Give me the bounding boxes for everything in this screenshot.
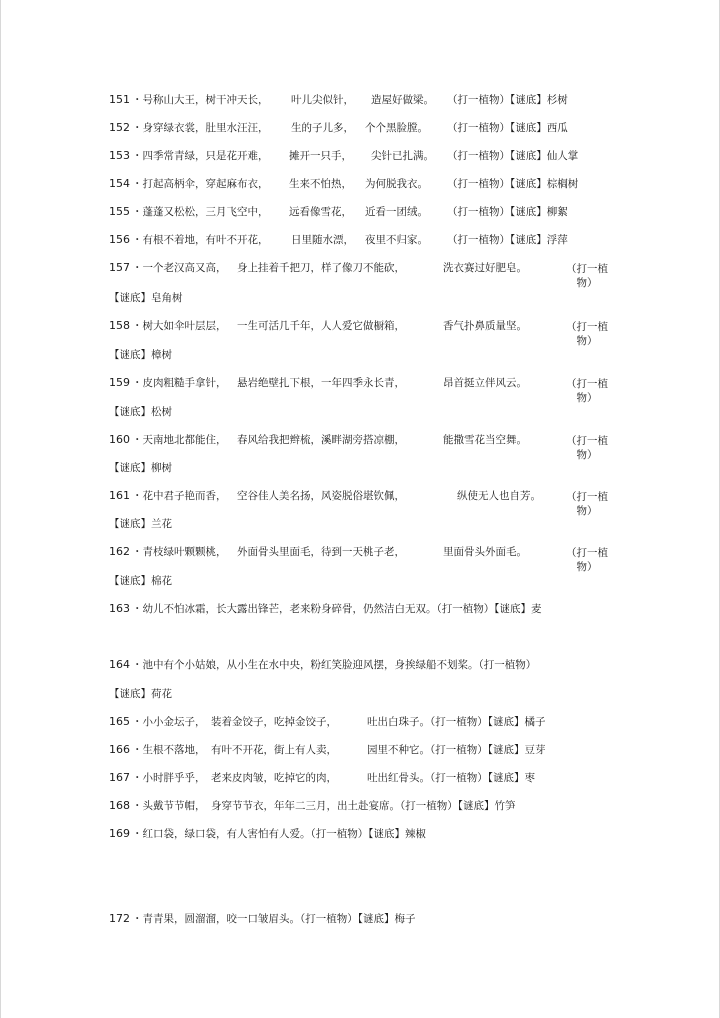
- riddle-number: 164: [109, 658, 130, 671]
- riddle-line-c: 尖针已扎满。: [371, 150, 434, 162]
- riddle-line-c: 纵使无人也自芳。: [457, 490, 541, 502]
- riddle-category: （打一植 物）: [566, 435, 608, 461]
- riddle-number: 169: [109, 827, 130, 840]
- riddle-line-b: 悬岩绝壁扎下根，一年四季永长青，: [237, 377, 405, 389]
- riddle-line-c: 吐出白珠子。（打一植物）【谜底】橘子: [367, 716, 546, 728]
- riddle-line-b: 远看像雪花，: [289, 206, 352, 218]
- riddle-156: [109, 230, 609, 250]
- riddle-number: 172: [109, 912, 130, 925]
- riddle-line-c: 昂首挺立伴风云。: [443, 377, 527, 389]
- riddle-line-b: 老来皮肉皱，吃掉它的肉，: [211, 772, 337, 784]
- riddle-category: （打一植 物）: [566, 321, 608, 347]
- riddle-answer: （打一植物）【谜底】杉树: [447, 94, 568, 106]
- riddle-line-a: ・皮肉粗糙手拿针，: [132, 377, 227, 389]
- riddle-category: （打一植 物）: [566, 547, 608, 573]
- riddle-line-c: 近看一团绒。: [365, 206, 428, 218]
- riddle-162-answer: 【谜底】棉花: [109, 575, 172, 587]
- riddle-line-c: 园里不种它。（打一植物）【谜底】豆芽: [367, 744, 546, 756]
- riddle-line-a: ・有根不着地，有叶不开花，: [132, 234, 269, 246]
- riddle-line-b: 装着金饺子，吃掉金饺子，: [211, 716, 337, 728]
- riddle-157-answer: 【谜底】皂角树: [109, 292, 183, 304]
- riddle-number: 162: [109, 545, 130, 558]
- riddle-line-a: ・头戴节节帽，: [132, 800, 206, 812]
- riddle-155: [109, 202, 609, 222]
- riddle-line-a: ・生根不落地，: [132, 744, 206, 756]
- riddle-number: 155: [109, 205, 130, 218]
- riddle-line-c: 夜里不归家。: [365, 234, 428, 246]
- riddle-category: （打一植 物）: [566, 263, 608, 289]
- riddle-line-b: 空谷佳人美名扬，风姿脱俗堪钦佩，: [237, 490, 405, 502]
- riddle-158-answer: 【谜底】樟树: [109, 349, 172, 361]
- riddle-number: 156: [109, 233, 130, 246]
- riddle-152: [109, 118, 609, 138]
- riddle-line-a: ・一个老汉高又高，: [132, 262, 227, 274]
- riddle-answer: （打一植物）【谜底】仙人掌: [447, 150, 579, 162]
- riddle-line-c: 能撒雪花当空舞。: [443, 434, 527, 446]
- riddle-line-b: 叶儿尖似针，: [291, 94, 354, 106]
- riddle-line-b: 春风给我把辫梳，溪畔湖旁搭凉棚，: [237, 434, 405, 446]
- riddle-number: 154: [109, 177, 130, 190]
- riddle-165: [109, 712, 609, 732]
- riddle-number: 153: [109, 149, 130, 162]
- riddle-line-b: 外面骨头里面毛，待到一天桃子老，: [237, 546, 405, 558]
- riddle-164-answer: 【谜底】荷花: [109, 688, 172, 700]
- riddle-number: 165: [109, 715, 130, 728]
- riddle-category: （打一植 物）: [566, 491, 608, 517]
- riddle-158: [109, 316, 609, 347]
- riddle-number: 166: [109, 743, 130, 756]
- riddle-line-a: ・青枝绿叶颗颗桃，: [132, 546, 227, 558]
- riddle-line-a: ・蓬蓬又松松，三月飞空中，: [132, 206, 269, 218]
- riddle-164: [109, 655, 536, 675]
- riddle-167: [109, 768, 609, 788]
- riddle-151: [109, 90, 609, 110]
- riddle-category: （打一植 物）: [566, 378, 608, 404]
- riddle-number: 157: [109, 261, 130, 274]
- riddle-line-b: 日里随水漂，: [291, 234, 354, 246]
- riddle-line-a: ・四季常青绿，只是花开难，: [132, 150, 269, 162]
- riddle-number: 158: [109, 319, 130, 332]
- riddle-162: [109, 542, 609, 573]
- riddle-157: [109, 258, 609, 289]
- riddle-160-answer: 【谜底】柳树: [109, 462, 172, 474]
- riddle-line-a: ・天南地北都能住，: [132, 434, 227, 446]
- riddle-159: [109, 373, 609, 404]
- riddle-number: 160: [109, 433, 130, 446]
- riddle-text: ・池中有个小姑娘，从小生在水中央，粉红笑脸迎风摆，身挨绿船不划桨。（打一植物）: [132, 659, 537, 671]
- riddle-line-b: 有叶不开花，街上有人卖，: [211, 744, 337, 756]
- riddle-line-a: ・身穿绿衣裳，肚里水汪汪，: [132, 122, 269, 134]
- riddle-line-a: ・树大如伞叶层层，: [132, 320, 227, 332]
- riddle-line-b: 一生可活几千年，人人爱它做橱箱，: [237, 320, 405, 332]
- riddle-159-answer: 【谜底】松树: [109, 406, 172, 418]
- riddle-154: [109, 174, 609, 194]
- riddle-line-c: 个个黑脸膛。: [365, 122, 428, 134]
- riddle-answer: （打一植物）【谜底】浮萍: [447, 234, 568, 246]
- riddle-line-a: ・号称山大王，树干冲天长，: [132, 94, 269, 106]
- riddle-line-b: 生来不怕热，: [289, 178, 352, 190]
- riddle-line-a: ・花中君子艳而香，: [132, 490, 227, 502]
- riddle-text: ・幼儿不怕冰霜，长大露出锋芒，老来粉身碎骨，仍然洁白无双。（打一植物）【谜底】麦: [132, 603, 542, 615]
- riddle-172: [109, 909, 416, 929]
- riddle-number: 151: [109, 93, 130, 106]
- riddle-text: ・青青果，圆溜溜，咬一口皱眉头。（打一植物）【谜底】梅子: [132, 913, 416, 925]
- riddle-answer: （打一植物）【谜底】西瓜: [447, 122, 568, 134]
- riddle-line-c: 洗衣赛过好肥皂。: [443, 262, 527, 274]
- riddle-line-c: 里面骨头外面毛。: [443, 546, 527, 558]
- riddle-number: 167: [109, 771, 130, 784]
- riddle-number: 163: [109, 602, 130, 615]
- riddle-line-a: ・打起高柄伞，穿起麻布衣，: [132, 178, 269, 190]
- riddle-line-c: 香气扑鼻质量坚。: [443, 320, 527, 332]
- riddle-line-b: 身穿节节衣，年年二三月，出土赴宴席。（打一植物）【谜底】竹笋: [211, 800, 516, 812]
- riddle-161: [109, 486, 609, 517]
- riddle-number: 161: [109, 489, 130, 502]
- riddle-answer: （打一植物）【谜底】柳絮: [447, 206, 568, 218]
- riddle-number: 159: [109, 376, 130, 389]
- riddle-line-a: ・小小金坛子，: [132, 716, 206, 728]
- riddle-169: [109, 824, 426, 844]
- riddle-line-b: 摊开一只手，: [289, 150, 352, 162]
- riddle-168: [109, 796, 609, 816]
- riddle-line-b: 身上挂着千把刀，样了像刀不能砍，: [237, 262, 405, 274]
- riddle-161-answer: 【谜底】兰花: [109, 518, 172, 530]
- riddle-line-b: 生的子儿多，: [291, 122, 354, 134]
- riddle-line-c: 造屋好做梁。: [371, 94, 434, 106]
- riddle-166: [109, 740, 609, 760]
- riddle-153: [109, 146, 609, 166]
- riddle-line-a: ・小时胖乎乎，: [132, 772, 206, 784]
- riddle-163: [109, 599, 542, 619]
- riddle-line-c: 吐出红骨头。（打一植物）【谜底】枣: [367, 772, 535, 784]
- riddle-text: ・红口袋，绿口袋，有人害怕有人爱。（打一植物）【谜底】辣椒: [132, 828, 426, 840]
- riddle-line-c: 为何脱我衣。: [365, 178, 428, 190]
- riddle-number: 152: [109, 121, 130, 134]
- riddle-number: 168: [109, 799, 130, 812]
- riddle-answer: （打一植物）【谜底】棕榈树: [447, 178, 579, 190]
- riddle-160: [109, 430, 609, 461]
